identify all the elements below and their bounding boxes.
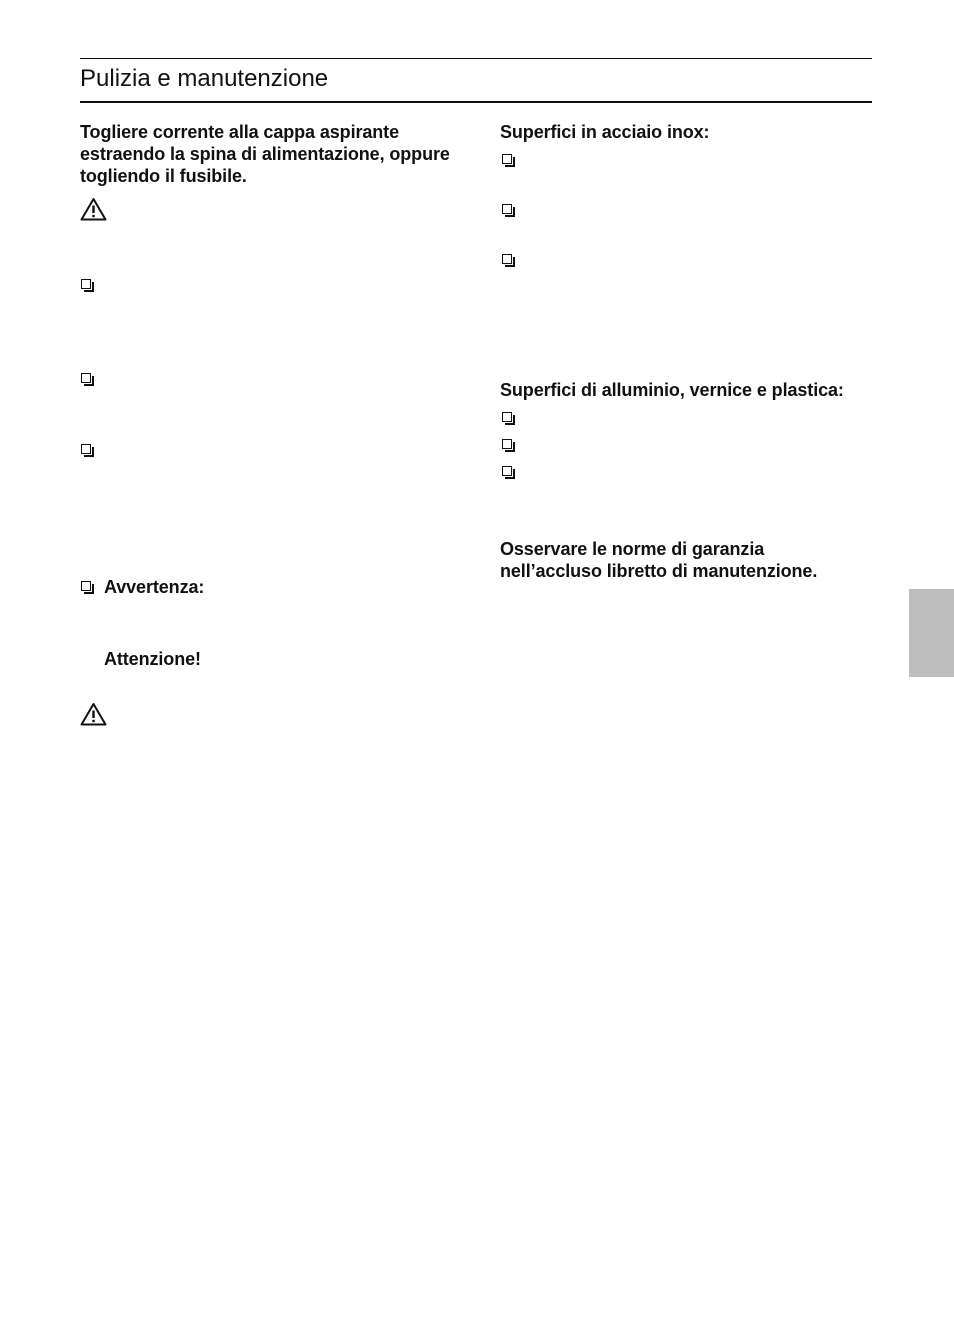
- checkbox-bullet-icon: [502, 466, 512, 476]
- header-rule-top: [80, 58, 872, 59]
- checkbox-bullet-icon: [502, 412, 512, 422]
- header-rule-bottom: [80, 101, 872, 103]
- warranty-note: Osservare le norme di garanzia nell’accluso libretto di manutenzione.: [500, 539, 818, 581]
- checkbox-bullet-icon: [502, 254, 512, 264]
- warning-triangle-icon: [80, 702, 107, 726]
- checkbox-bullet-icon: [81, 373, 91, 383]
- attenzione-label: Attenzione!: [104, 649, 201, 669]
- section-side-tab: [909, 589, 954, 677]
- checkbox-bullet-icon: [502, 439, 512, 449]
- checkbox-bullet-icon: [81, 444, 91, 454]
- checkbox-bullet-icon: [81, 581, 91, 591]
- checkbox-bullet-icon: [81, 279, 91, 289]
- page-title: Pulizia e manutenzione: [80, 65, 329, 92]
- checkbox-bullet-icon: [502, 204, 512, 214]
- stainless-heading: Superfici in acciaio inox:: [500, 122, 710, 142]
- warning-triangle-icon: [80, 197, 107, 221]
- aluminium-heading: Superfici di alluminio, vernice e plastica:: [500, 380, 844, 400]
- intro-text: Togliere corrente alla cappa aspirante estraendo la spina di alimentazione, oppure togliendo il fusibile.: [80, 122, 450, 186]
- checkbox-bullet-icon: [502, 154, 512, 164]
- avvertenza-label: Avvertenza:: [104, 577, 205, 597]
